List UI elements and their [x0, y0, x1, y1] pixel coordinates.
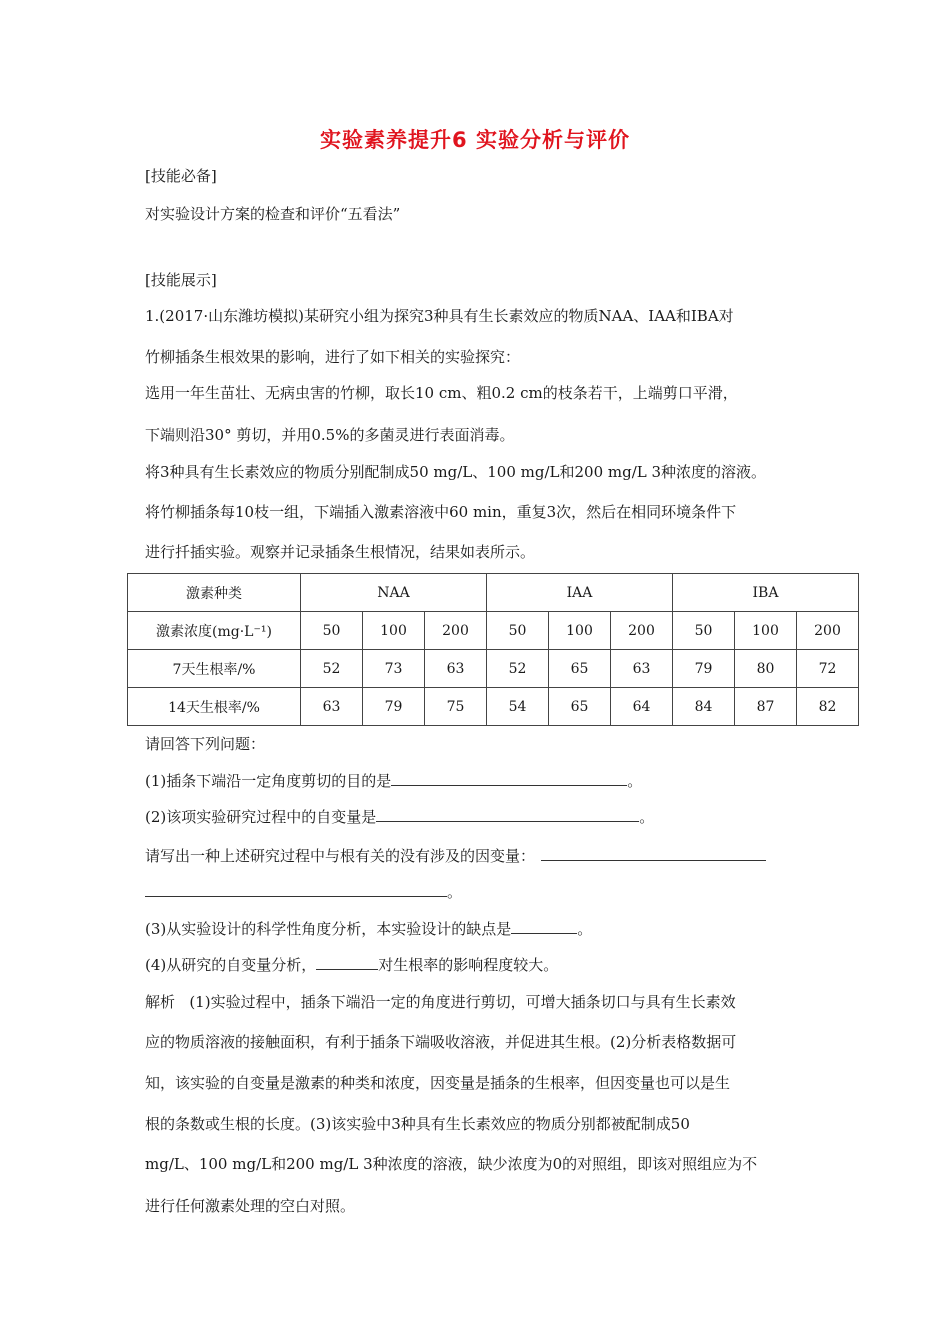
question-1: [145, 770, 642, 791]
questions-intro: 请回答下列问题：: [145, 735, 266, 753]
table-cell: 65: [549, 688, 611, 726]
table-cell: 75: [425, 688, 487, 726]
concentration-header: 激素浓度(mg·L⁻¹): [128, 612, 301, 650]
question-2b-continued: [145, 881, 462, 902]
q1-intro-line: 竹柳插条生根效果的影响，进行了如下相关的实验探究：: [145, 348, 521, 366]
hormone-type-header: 激素种类: [128, 574, 301, 612]
table-cell: 80: [735, 650, 797, 688]
question-2b-text: 请写出一种上述研究过程中与根有关的没有涉及的因变量：: [145, 847, 536, 865]
answer-blank: [316, 955, 378, 970]
answer-blank: [511, 919, 577, 934]
analysis-line: 根的条数或生根的长度。(3)该实验中3种具有生长素效应的物质分别都被配制成50: [145, 1115, 690, 1133]
period: 。: [447, 883, 463, 901]
table-cell: 54: [487, 688, 549, 726]
table-row: [128, 688, 859, 726]
table-cell: 72: [797, 650, 859, 688]
table-cell: 84: [673, 688, 735, 726]
period: 。: [627, 772, 643, 790]
table-cell: 52: [301, 650, 363, 688]
row-label: 7天生根率/%: [128, 650, 301, 688]
question-3-text: (3)从实验设计的科学性角度分析，本实验设计的缺点是: [145, 920, 512, 938]
results-table: [127, 573, 859, 726]
table-cell: 100: [549, 612, 611, 650]
answer-blank: [376, 807, 639, 822]
five-look-method: 对实验设计方案的检查和评价“五看法”: [145, 205, 401, 223]
analysis-line: [145, 991, 736, 1012]
table-cell: 200: [797, 612, 859, 650]
analysis-line: 应的物质溶液的接触面积，有利于插条下端吸收溶液，并促进其生根。(2)分析表格数据可: [145, 1033, 737, 1051]
row-label: 14天生根率/%: [128, 688, 301, 726]
table-cell: 50: [673, 612, 735, 650]
table-cell: 63: [611, 650, 673, 688]
question-2-text: (2)该项实验研究过程中的自变量是: [145, 808, 377, 826]
question-4-text: (4)从研究的自变量分析，: [145, 956, 317, 974]
hormone-naa: NAA: [301, 574, 487, 612]
analysis-label: 解析: [145, 993, 176, 1011]
answer-blank: [391, 771, 627, 786]
question-3: [145, 918, 592, 939]
q1-intro-line: 1.(2017·山东潍坊模拟)某研究小组为探究3种具有生长素效应的物质NAA、IAA和IBA对: [145, 307, 734, 325]
table-row: [128, 612, 859, 650]
analysis-line: 知，该实验的自变量是激素的种类和浓度，因变量是插条的生根率，但因变量也可以是生: [145, 1074, 731, 1092]
table-cell: 65: [549, 650, 611, 688]
question-1-text: (1)插条下端沿一定角度剪切的目的是: [145, 772, 392, 790]
analysis-line: mg/L、100 mg/L和200 mg/L 3种浓度的溶液，缺少浓度为0的对照组，即该对照组应为不: [145, 1155, 758, 1173]
question-2: [145, 806, 654, 827]
period: 。: [639, 808, 655, 826]
table-cell: 73: [363, 650, 425, 688]
table-row: [128, 650, 859, 688]
analysis-text: (1)实验过程中，插条下端沿一定的角度进行剪切，可增大插条切口与具有生长素效: [189, 993, 736, 1011]
table-cell: 52: [487, 650, 549, 688]
answer-blank: [145, 882, 447, 897]
q1-intro-line: 下端则沿30° 剪切，并用0.5%的多菌灵进行表面消毒。: [145, 426, 515, 444]
hormone-iba: IBA: [673, 574, 859, 612]
analysis-line: 进行任何激素处理的空白对照。: [145, 1197, 356, 1215]
hormone-iaa: IAA: [487, 574, 673, 612]
table-cell: 63: [425, 650, 487, 688]
table-cell: 79: [673, 650, 735, 688]
table-cell: 100: [735, 612, 797, 650]
table-cell: 100: [363, 612, 425, 650]
table-cell: 200: [611, 612, 673, 650]
q1-intro-line: 将3种具有生长素效应的物质分别配制成50 mg/L、100 mg/L和200 mg/L 3种浓度的溶液。: [145, 463, 767, 481]
table-cell: 79: [363, 688, 425, 726]
table-cell: 200: [425, 612, 487, 650]
skills-required-label: [技能必备]: [145, 167, 217, 185]
question-4: [145, 954, 558, 975]
skills-show-label: [技能展示]: [145, 271, 217, 289]
table-cell: 64: [611, 688, 673, 726]
table-cell: 87: [735, 688, 797, 726]
table-cell: 82: [797, 688, 859, 726]
question-2b: [145, 845, 766, 866]
q1-intro-line: 进行扦插实验。观察并记录插条生根情况，结果如表所示。: [145, 543, 536, 561]
table-cell: 50: [487, 612, 549, 650]
table-cell: 50: [301, 612, 363, 650]
q1-intro-line: 选用一年生苗壮、无病虫害的竹柳，取长10 cm、粗0.2 cm的枝条若干，上端剪口平滑，: [145, 384, 738, 402]
page-title: 实验素养提升6 实验分析与评价: [320, 128, 630, 152]
table-row: [128, 574, 859, 612]
answer-blank: [541, 846, 766, 861]
q1-intro-line: 将竹柳插条每10枝一组，下端插入激素溶液中60 min，重复3次，然后在相同环境条件下: [145, 503, 737, 521]
question-4-text-end: 对生根率的影响程度较大。: [378, 956, 559, 974]
table-cell: 63: [301, 688, 363, 726]
period: 。: [577, 920, 593, 938]
